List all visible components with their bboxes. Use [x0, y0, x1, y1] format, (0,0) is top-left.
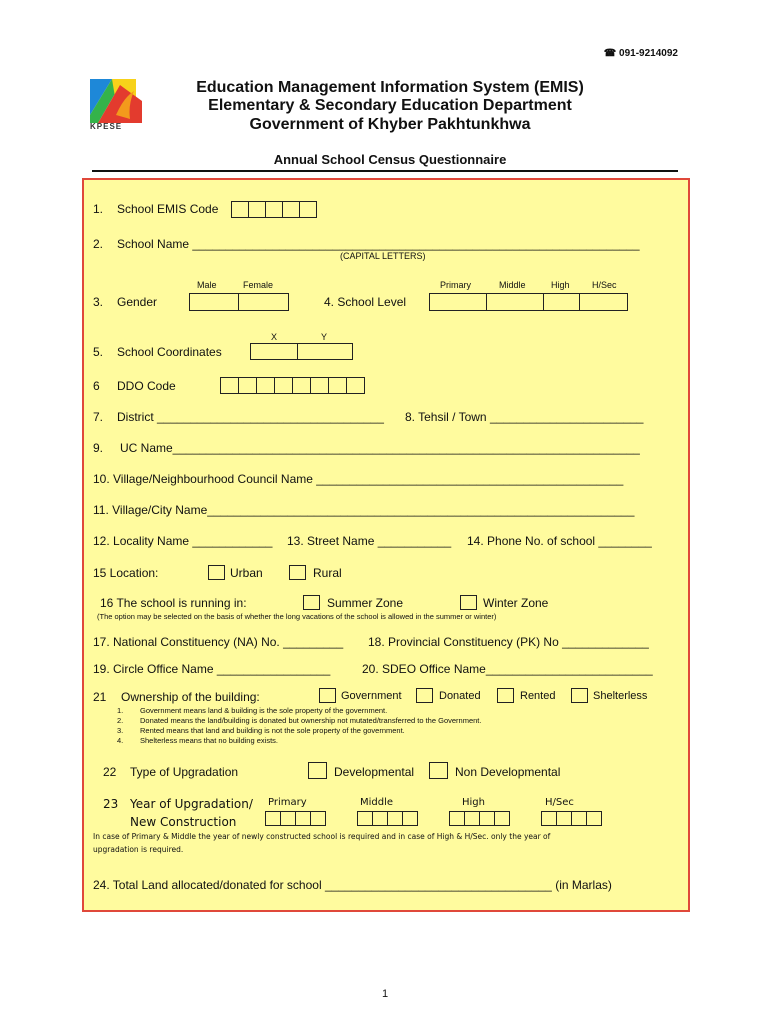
q23-label-line2: New Construction [130, 815, 237, 829]
ownership-note-num: 3. [117, 726, 124, 735]
q6-label: DDO Code [117, 379, 176, 393]
level-primary-input[interactable] [429, 293, 487, 311]
year-digit-box[interactable] [571, 811, 587, 826]
page-number: 1 [381, 988, 389, 1000]
upg-middle-year-boxes[interactable] [357, 811, 417, 826]
coord-y-input[interactable] [297, 343, 353, 360]
upg-hsec-year-boxes[interactable] [541, 811, 601, 826]
ownership-donated-label: Donated [439, 690, 481, 702]
q3-number: 3. [93, 295, 104, 309]
ownership-note-text: Government means land & building is the sole property of the government. [140, 706, 388, 715]
level-middle-input[interactable] [486, 293, 544, 311]
year-digit-box[interactable] [295, 811, 311, 826]
location-urban-checkbox[interactable] [208, 565, 225, 580]
header-title-line1: Education Management Information System (EMIS) [196, 79, 584, 96]
ownership-note-num: 1. [117, 706, 124, 715]
level-primary-header: Primary [440, 280, 471, 290]
q23-number: 23 [103, 797, 119, 811]
logo-text: KPESE [90, 122, 123, 131]
ddo-digit-box[interactable] [274, 377, 293, 394]
ownership-note-text: Rented means that land and building is not the sole property of the government. [140, 726, 405, 735]
year-digit-box[interactable] [387, 811, 403, 826]
ownership-government-checkbox[interactable] [319, 688, 336, 703]
q9-number: 9. [93, 441, 104, 455]
upgradation-nondevelopmental-label: Non Developmental [455, 765, 561, 779]
emis-digit-box[interactable] [282, 201, 300, 218]
sdeo-office-field[interactable]: 20. SDEO Office Name_________________________ [362, 662, 653, 676]
upg-high-header: High [462, 797, 485, 808]
ddo-digit-box[interactable] [310, 377, 329, 394]
year-digit-box[interactable] [586, 811, 602, 826]
page-subtitle: Annual School Census Questionnaire [273, 152, 507, 167]
coord-y-header: Y [321, 332, 328, 342]
level-high-header: High [551, 280, 570, 290]
ownership-note-num: 2. [117, 716, 124, 725]
ddo-digit-box[interactable] [346, 377, 365, 394]
pk-constituency-field[interactable]: 18. Provincial Constituency (PK) No _____________ [368, 635, 649, 649]
emis-digit-box[interactable] [299, 201, 317, 218]
telephone-icon: ☎ [603, 48, 617, 59]
location-urban-label: Urban [230, 566, 263, 580]
location-rural-checkbox[interactable] [289, 565, 306, 580]
q6-number: 6 [93, 379, 100, 393]
q22-number: 22 [103, 765, 117, 779]
upgradation-nondevelopmental-checkbox[interactable] [429, 762, 448, 779]
ddo-digit-box[interactable] [238, 377, 257, 394]
kpese-logo [86, 75, 148, 133]
zone-note: (The option may be selected on the basis of whether the long vacations of the school is allowed in the summer or winter) [97, 612, 497, 621]
phone-number: ☎ 091-9214092 [603, 48, 678, 59]
q5-number: 5. [93, 345, 104, 359]
q21-label: Ownership of the building: [121, 690, 260, 704]
upg-primary-year-boxes[interactable] [265, 811, 325, 826]
na-constituency-field[interactable]: 17. National Constituency (NA) No. _________ [93, 635, 344, 649]
gender-male-header: Male [197, 280, 217, 290]
upgradation-developmental-checkbox[interactable] [308, 762, 327, 779]
capital-letters-hint: (CAPITAL LETTERS) [340, 251, 426, 261]
upg-high-year-boxes[interactable] [449, 811, 509, 826]
ownership-donated-checkbox[interactable] [416, 688, 433, 703]
ddo-digit-box[interactable] [292, 377, 311, 394]
ownership-note-text: Donated means the land/building is donated but ownership not mutated/transferred to the Government. [140, 716, 482, 725]
header-title-line3: Government of Khyber Pakhtunkhwa [249, 116, 531, 133]
level-hsec-header: H/Sec [592, 280, 617, 290]
year-digit-box[interactable] [494, 811, 510, 826]
ownership-government-label: Government [341, 690, 402, 702]
year-digit-box[interactable] [464, 811, 480, 826]
gender-female-input[interactable] [238, 293, 289, 311]
level-high-input[interactable] [543, 293, 580, 311]
summer-zone-label: Summer Zone [327, 596, 404, 610]
q21-number: 21 [93, 690, 107, 704]
ownership-shelterless-checkbox[interactable] [571, 688, 588, 703]
total-land-field[interactable]: 24. Total Land allocated/donated for school __________________________________ (in Marlas) [93, 878, 612, 892]
street-name-field[interactable]: 13. Street Name ___________ [287, 534, 452, 548]
ownership-shelterless-label: Shelterless [593, 690, 648, 702]
circle-office-field[interactable]: 19. Circle Office Name _________________ [93, 662, 331, 676]
district-field[interactable]: District __________________________________ [117, 410, 384, 424]
ddo-code-boxes[interactable] [220, 377, 364, 394]
year-digit-box[interactable] [402, 811, 418, 826]
q23-label-line1: Year of Upgradation/ [130, 797, 253, 811]
year-digit-box[interactable] [541, 811, 557, 826]
year-digit-box[interactable] [310, 811, 326, 826]
q1-number: 1. [93, 202, 104, 216]
q7-number: 7. [93, 410, 104, 424]
q1-label: School EMIS Code [117, 202, 219, 216]
header-title-line2: Elementary & Secondary Education Department [208, 97, 572, 114]
level-middle-header: Middle [499, 280, 526, 290]
emis-digit-box[interactable] [248, 201, 266, 218]
ownership-rented-label: Rented [520, 690, 556, 702]
school-phone-field[interactable]: 14. Phone No. of school ________ [467, 534, 652, 548]
year-digit-box[interactable] [479, 811, 495, 826]
uc-name-field[interactable]: UC Name______________________________________________________________________ [120, 441, 640, 455]
winter-zone-label: Winter Zone [483, 596, 549, 610]
q4-label: 4. School Level [324, 295, 407, 309]
upgradation-note-line1: In case of Primary & Middle the year of newly constructed school is required and in case of High & H/Sec. only the year of [93, 832, 551, 841]
emis-code-boxes[interactable] [231, 201, 316, 218]
q15-label: 15 Location: [93, 566, 159, 580]
upgradation-note-line2: upgradation is required. [93, 845, 184, 854]
year-digit-box[interactable] [556, 811, 572, 826]
q16-label: 16 The school is running in: [100, 596, 247, 610]
q22-label: Type of Upgradation [130, 765, 239, 779]
ddo-digit-box[interactable] [256, 377, 275, 394]
upg-hsec-header: H/Sec [545, 797, 574, 808]
village-city-field[interactable]: 11. Village/City Name________________________________________________________________ [93, 503, 635, 517]
tehsil-field[interactable]: 8. Tehsil / Town _______________________ [405, 410, 644, 424]
year-digit-box[interactable] [280, 811, 296, 826]
upgradation-developmental-label: Developmental [334, 765, 415, 779]
year-digit-box[interactable] [357, 811, 373, 826]
gender-male-input[interactable] [189, 293, 239, 311]
gender-female-header: Female [243, 280, 274, 290]
q3-label: Gender [117, 295, 158, 309]
level-hsec-input[interactable] [579, 293, 628, 311]
year-digit-box[interactable] [449, 811, 465, 826]
village-council-field[interactable]: 10. Village/Neighbourhood Council Name ______________________________________________ [93, 472, 624, 486]
coord-x-header: X [271, 332, 278, 342]
school-name-field[interactable]: School Name ___________________________________________________________________ [117, 237, 640, 251]
coord-x-input[interactable] [250, 343, 298, 360]
upg-primary-header: Primary [268, 797, 307, 808]
ownership-note-num: 4. [117, 736, 124, 745]
header-divider [92, 170, 678, 172]
winter-zone-checkbox[interactable] [460, 595, 477, 610]
year-digit-box[interactable] [265, 811, 281, 826]
summer-zone-checkbox[interactable] [303, 595, 320, 610]
locality-name-field[interactable]: 12. Locality Name ____________ [93, 534, 273, 548]
year-digit-box[interactable] [372, 811, 388, 826]
ownership-rented-checkbox[interactable] [497, 688, 514, 703]
ddo-digit-box[interactable] [328, 377, 347, 394]
ownership-note-text: Shelterless means that no building exists. [140, 736, 278, 745]
upg-middle-header: Middle [360, 797, 394, 808]
emis-digit-box[interactable] [265, 201, 283, 218]
emis-digit-box[interactable] [231, 201, 249, 218]
location-rural-label: Rural [313, 566, 342, 580]
q5-label: School Coordinates [117, 345, 222, 359]
ddo-digit-box[interactable] [220, 377, 239, 394]
q2-number: 2. [93, 237, 104, 251]
